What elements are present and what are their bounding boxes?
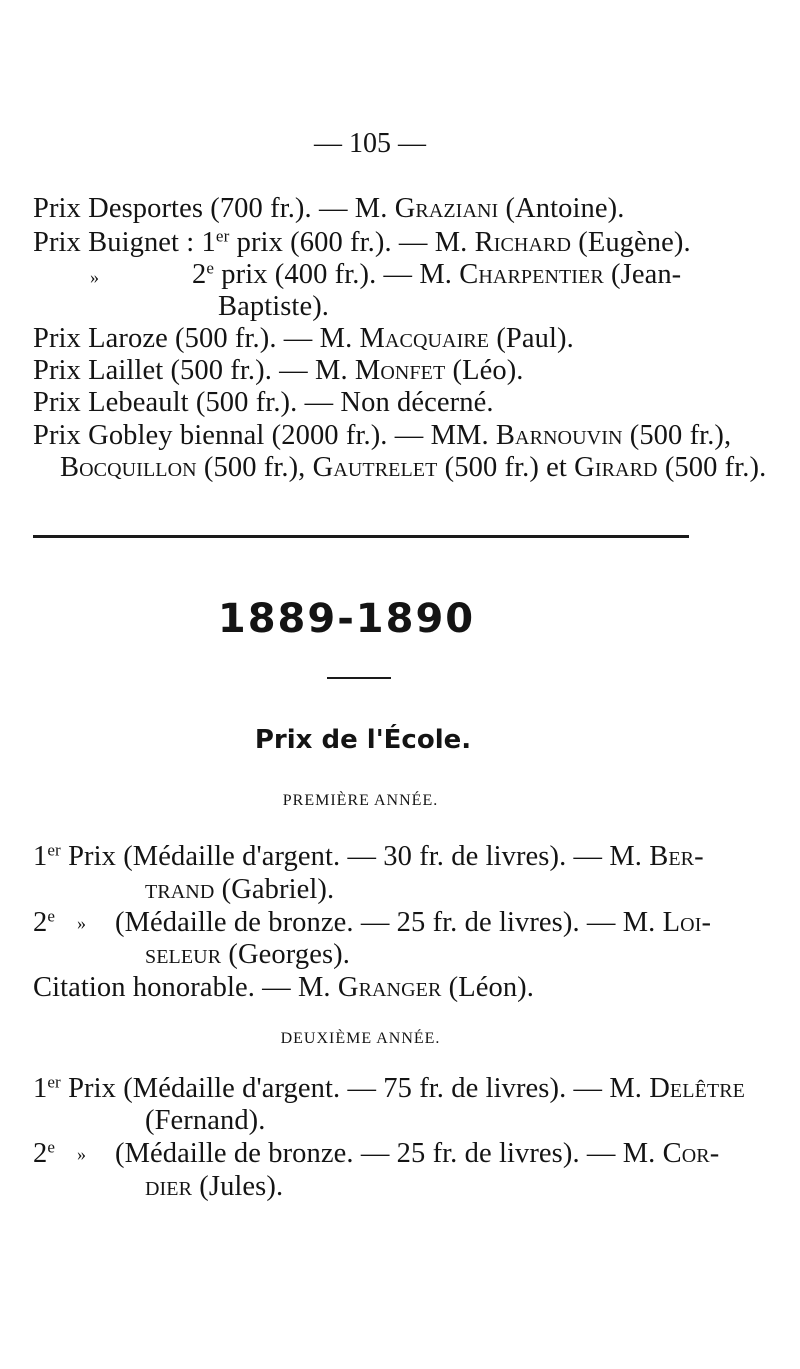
- text: (Léon).: [441, 972, 534, 1003]
- prize-line: [218, 290, 329, 324]
- text: (500 fr.),: [622, 420, 732, 451]
- prize-line: [145, 1104, 266, 1138]
- text: (Fernand).: [145, 1105, 266, 1136]
- ditto-mark: »: [90, 267, 100, 287]
- prize-line: [33, 840, 704, 874]
- text: (Médaille de bronze. — 25 fr. de livres). — M.: [115, 1138, 663, 1169]
- text: Citation honorable. — M.: [33, 972, 338, 1003]
- name: Loi-: [662, 907, 712, 938]
- ditto-mark: »: [77, 1144, 87, 1164]
- text: (500 fr.) et: [437, 452, 575, 483]
- text: Prix Gobley biennal (2000 fr.). — MM.: [33, 420, 496, 451]
- prize-line: [60, 451, 766, 485]
- name: Monfet: [354, 355, 446, 386]
- text: (Georges).: [221, 939, 350, 970]
- text: Prix (Médaille d'argent. — 75 fr. de livres). — M.: [60, 1073, 650, 1104]
- name: Delêtre: [649, 1073, 745, 1104]
- text: Prix Laroze (500 fr.). — M.: [33, 323, 360, 354]
- name: Girard: [574, 452, 658, 483]
- name: Barnouvin: [495, 420, 623, 451]
- superscript: er: [47, 840, 61, 860]
- name: Macquaire: [359, 323, 490, 354]
- text: Prix (Médaille d'argent. — 30 fr. de livres). — M.: [60, 841, 650, 872]
- text: (Médaille de bronze. — 25 fr. de livres). — M.: [115, 907, 663, 938]
- name: Graziani: [394, 193, 499, 224]
- text: 2: [33, 907, 48, 938]
- prize-line: [145, 873, 334, 907]
- name: seleur: [145, 939, 222, 970]
- prize-line: [115, 1137, 719, 1171]
- text: prix (400 fr.). — M.: [214, 259, 460, 290]
- page-number: — 105 —: [314, 128, 426, 159]
- prize-line: [145, 938, 350, 972]
- name: Richard: [474, 227, 571, 258]
- name: Gautrelet: [312, 452, 438, 483]
- section-title: Prix de l'École.: [254, 725, 472, 755]
- prize-line: [33, 354, 524, 388]
- deuxieme-annee-heading: DEUXIÈME ANNÉE.: [280, 1030, 441, 1047]
- prize-line: [115, 906, 711, 940]
- text: (Jules).: [192, 1171, 284, 1202]
- text: Prix Buignet : 1: [33, 227, 216, 258]
- text: (Paul).: [489, 323, 574, 354]
- prize-line: [145, 1170, 283, 1204]
- superscript: e: [206, 258, 215, 278]
- prize-line: [33, 1137, 55, 1171]
- prize-line: [33, 906, 55, 940]
- prize-line: [33, 192, 624, 226]
- text: (500 fr.),: [196, 452, 313, 483]
- name: Cor-: [662, 1138, 720, 1169]
- text: Baptiste).: [218, 291, 330, 322]
- text: (Gabriel).: [214, 874, 335, 905]
- prize-line: [33, 322, 574, 356]
- text: Prix Laillet (500 fr.). — M.: [33, 355, 355, 386]
- text: prix (600 fr.). — M.: [229, 227, 475, 258]
- superscript: e: [47, 906, 56, 926]
- text: (Jean-: [603, 259, 682, 290]
- name: trand: [145, 874, 215, 905]
- name: Ber-: [649, 841, 704, 872]
- name: dier: [145, 1171, 193, 1202]
- superscript: er: [47, 1072, 61, 1092]
- superscript: er: [215, 226, 230, 246]
- year-heading: 1889-1890: [217, 596, 476, 642]
- name: Charpentier: [459, 259, 604, 290]
- text: 2: [33, 1138, 48, 1169]
- text: (500 fr.).: [657, 452, 767, 483]
- text: (Antoine).: [498, 193, 625, 224]
- name: Bocquillon: [60, 452, 197, 483]
- short-rule: [327, 677, 391, 679]
- text: Prix Lebeault (500 fr.). — Non décerné.: [33, 387, 494, 418]
- text: (Eugène).: [571, 227, 691, 258]
- text: 1: [33, 841, 48, 872]
- section-divider: [33, 535, 689, 538]
- prize-line: [90, 258, 99, 294]
- prize-line: [33, 971, 534, 1005]
- superscript: e: [47, 1137, 56, 1157]
- prize-line: [33, 419, 731, 453]
- text: Prix Desportes (700 fr.). — M.: [33, 193, 395, 224]
- prize-line: [33, 386, 494, 420]
- prize-line: [33, 226, 691, 260]
- prize-line: [192, 258, 681, 292]
- text: (Léo).: [445, 355, 524, 386]
- name: Granger: [337, 972, 442, 1003]
- prize-line: [33, 1072, 745, 1106]
- text: 2: [192, 259, 207, 290]
- premiere-annee-heading: PREMIÈRE ANNÉE.: [282, 792, 439, 809]
- text: 1: [33, 1073, 48, 1104]
- ditto-mark: »: [77, 913, 87, 933]
